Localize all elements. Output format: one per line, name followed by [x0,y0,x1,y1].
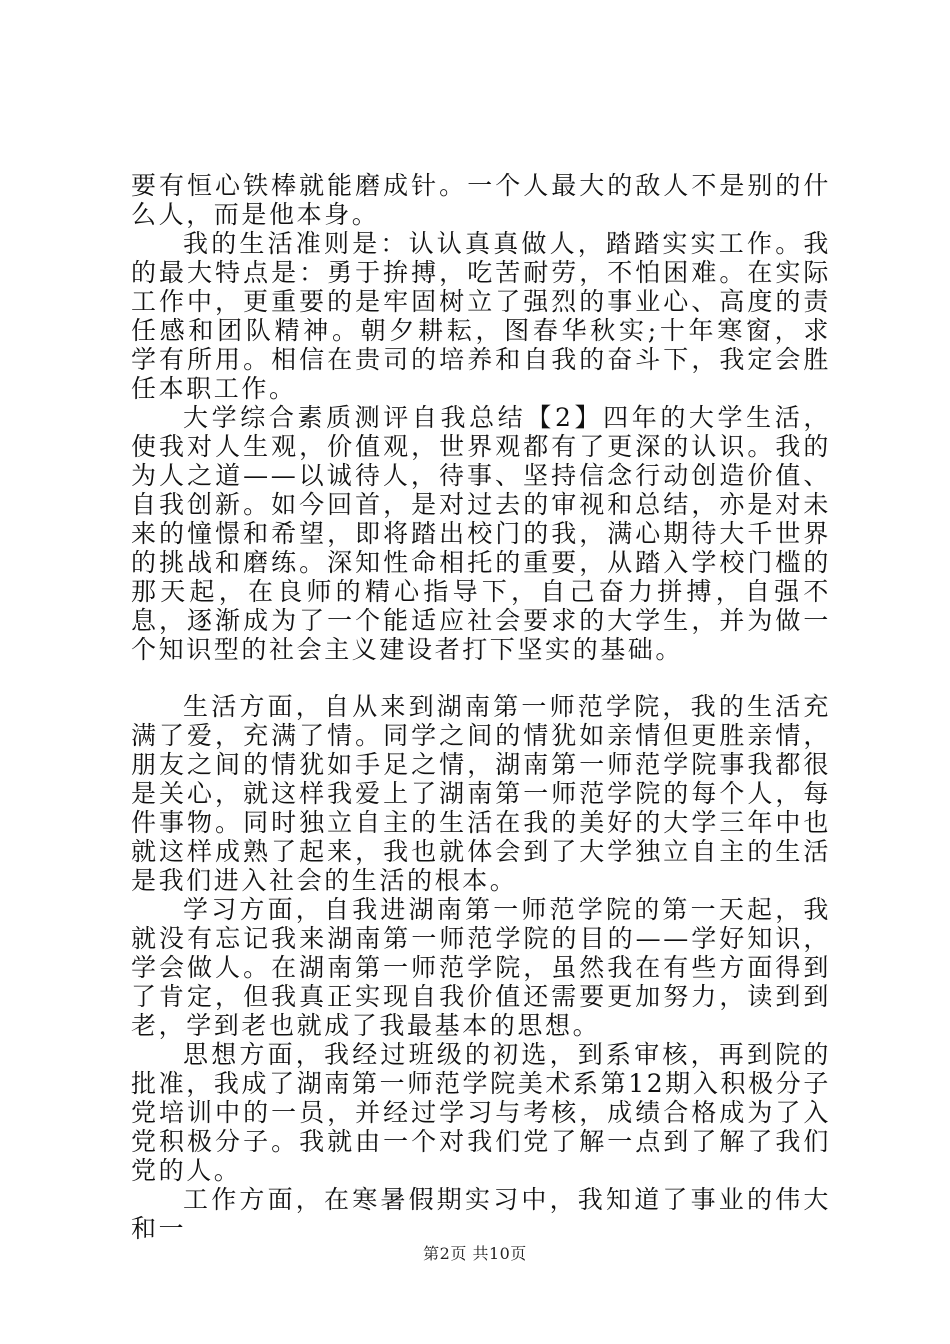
paragraph-life-principles: 我的生活准则是：认认真真做人，踏踏实实工作。我的最大特点是：勇于拚搏，吃苦耐劳，不怕困难。在实际工作中，更重要的是牢固树立了强烈的事业心、高度的责任感和团队精神。朝夕耕耘，图春华秋实;十年寒窗，求学有所用。相信在贵司的培养和自我的奋斗下，我定会胜任本职工作。 [131,229,831,403]
paragraph-thought-aspect: 思想方面，我经过班级的初选，到系审核，再到院的批准，我成了湖南第一师范学院美术系第12期入积极分子党培训中的一员，并经过学习与考核，成绩合格成为了入党积极分子。我就由一个对我们党了解一点到了解了我们党的人。 [131,1040,831,1185]
paragraph-work-aspect: 工作方面，在寒暑假期实习中，我知道了事业的伟大和一 [131,1185,831,1243]
document-body [131,171,831,1243]
paragraph-continuation: 要有恒心铁棒就能磨成针。一个人最大的敌人不是别的什么人，而是他本身。 [131,171,831,229]
paragraph-self-summary: 大学综合素质测评自我总结【2】四年的大学生活，使我对人生观，价值观，世界观都有了更深的认识。我的为人之道——以诚待人，待事、坚持信念行动创造价值、自我创新。如今回首，是对过去的审视和总结，亦是对未来的憧憬和希望，即将踏出校门的我，满心期待大千世界的挑战和磨练。深知性命相托的重要，从踏入学校门槛的那天起，在良师的精心指导下，自己奋力拼搏，自强不息，逐渐成为了一个能适应社会要求的大学生，并为做一个知识型的社会主义建设者打下坚实的基础。 [131,403,831,664]
page-number-footer: 第2页 共10页 [423,1244,527,1263]
paragraph-study-aspect: 学习方面，自我进湖南第一师范学院的第一天起，我就没有忘记我来湖南第一师范学院的目的——学好知识，学会做人。在湖南第一师范学院，虽然我在有些方面得到了肯定，但我真正实现自我价值还需要更加努力，读到到老，学到老也就成了我最基本的思想。 [131,895,831,1040]
paragraph-life-aspect: 生活方面，自从来到湖南第一师范学院，我的生活充满了爱，充满了情。同学之间的情犹如亲情但更胜亲情，朋友之间的情犹如手足之情，湖南第一师范学院事我都很是关心，就这样我爱上了湖南第一师范学院的每个人，每件事物。同时独立自主的生活在我的美好的大学三年中也就这样成熟了起来，我也就体会到了大学独立自主的生活是我们进入社会的生活的根本。 [131,692,831,895]
